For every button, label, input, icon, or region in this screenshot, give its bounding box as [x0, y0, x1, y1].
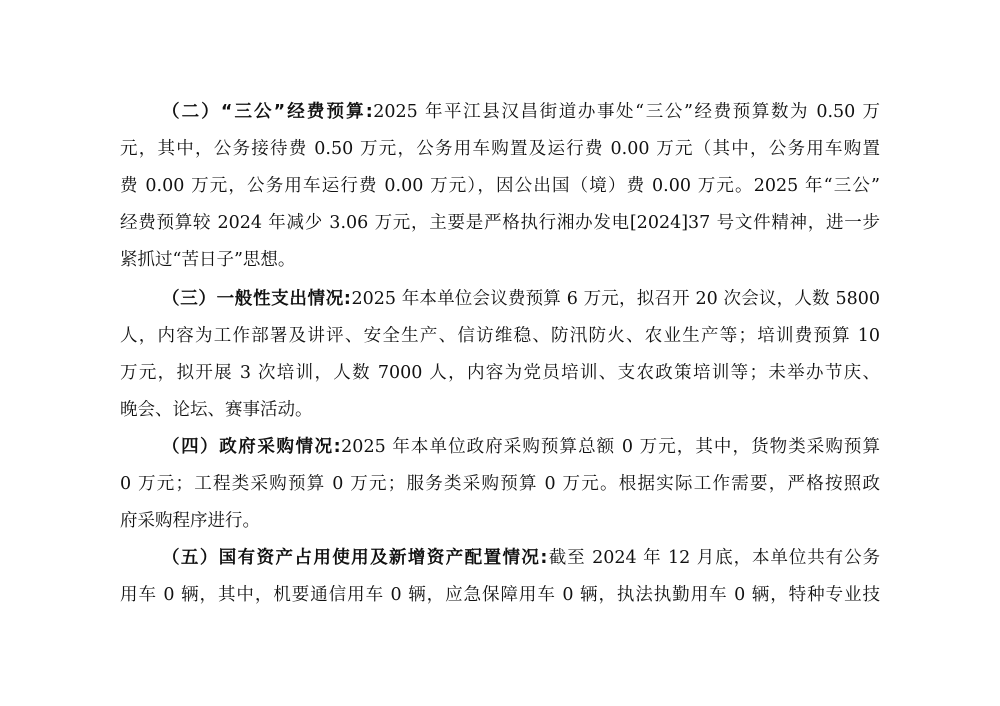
- section-2-line-3: 费 0.00 万元，公务用车运行费 0.00 万元），因公出国（境）费 0.00 万元。2025 年“三公”: [120, 176, 880, 196]
- section-3-line-2: 人，内容为工作部署及讲评、安全生产、信访维稳、防汛防火、农业生产等；培训费预算 10: [120, 326, 880, 346]
- section-3-line-1: [162, 284, 880, 314]
- section-2-text-1: 2025 年平江县汉昌街道办事处“三公”经费预算数为 0.50 万: [373, 102, 880, 122]
- section-4-text-1: 2025 年本单位政府采购预算总额 0 万元，其中，货物类采购预算: [341, 437, 880, 457]
- section-2-line-1: [162, 97, 880, 127]
- section-2-line-5: 紧抓过“苦日子”思想。: [120, 250, 296, 270]
- section-5-heading: （五）国有资产占用使用及新增资产配置情况:: [162, 548, 548, 568]
- section-5-line-2: 用车 0 辆，其中，机要通信用车 0 辆，应急保障用车 0 辆，执法执勤用车 0 辆，特种专业技: [120, 585, 880, 605]
- section-2-line-4: 经费预算较 2024 年减少 3.06 万元，主要是严格执行湘办发电[2024]37 号文件精神，进一步: [120, 213, 880, 233]
- section-5-text-1: 截至 2024 年 12 月底，本单位共有公务: [547, 548, 880, 568]
- section-4-line-2: 0 万元；工程类采购预算 0 万元；服务类采购预算 0 万元。根据实际工作需要，严格按照政: [120, 474, 880, 494]
- section-5-line-1: [162, 543, 880, 573]
- section-2-line-2: 元，其中，公务接待费 0.50 万元，公务用车购置及运行费 0.00 万元（其中，公务用车购置: [120, 139, 880, 159]
- section-4-heading: （四）政府采购情况:: [162, 437, 342, 457]
- section-2-heading: （二）“三公”经费预算:: [162, 102, 374, 122]
- section-3-text-1: 2025 年本单位会议费预算 6 万元，拟召开 20 次会议，人数 5800: [351, 289, 880, 309]
- section-3-line-4: 晚会、论坛、赛事活动。: [120, 400, 313, 420]
- section-3-heading: （三）一般性支出情况:: [162, 289, 352, 309]
- section-3-line-3: 万元，拟开展 3 次培训，人数 7000 人，内容为党员培训、支农政策培训等；未举办节庆、: [120, 363, 880, 383]
- section-4-line-1: [162, 432, 880, 462]
- section-4-line-3: 府采购程序进行。: [120, 511, 260, 531]
